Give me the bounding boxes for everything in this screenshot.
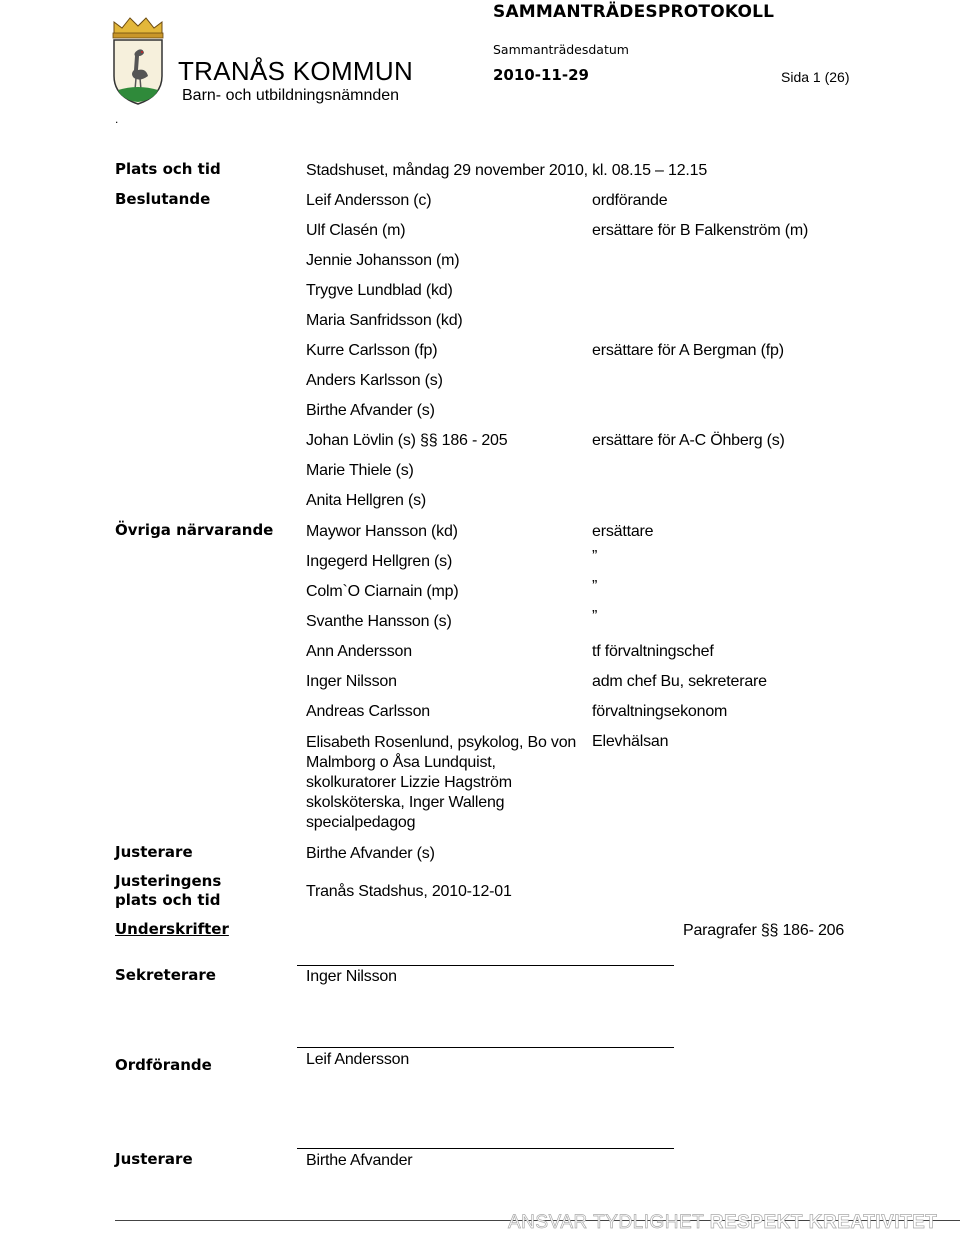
attendee-name: Ingegerd Hellgren (s)	[306, 553, 453, 570]
member-name: Ulf Clasén (m)	[306, 222, 406, 239]
paragrafer-value: Paragrafer §§ 186- 206	[683, 922, 845, 939]
member-name: Jennie Johansson (m)	[306, 252, 460, 269]
sekreterare-signature-line	[297, 965, 674, 966]
attendee-name: Svanthe Hansson (s)	[306, 613, 452, 630]
ovriga-label: Övriga närvarande	[115, 521, 274, 539]
attendee-name: Colm`O Ciarnain (mp)	[306, 583, 459, 600]
underskrifter-label: Underskrifter	[115, 920, 229, 938]
attendee-role: Elevhälsan	[592, 733, 669, 750]
member-role: ordförande	[592, 192, 668, 209]
attendee-name: Andreas Carlsson	[306, 703, 430, 720]
beslutande-label: Beslutande	[115, 190, 211, 208]
coat-of-arms-logo	[108, 16, 168, 106]
attendee-role: ”	[592, 608, 598, 625]
header-dot: .	[115, 112, 119, 126]
justerare-value: Birthe Afvander (s)	[306, 845, 435, 862]
member-name: Marie Thiele (s)	[306, 462, 414, 479]
member-name: Anders Karlsson (s)	[306, 372, 443, 389]
attendee-name: Inger Nilsson	[306, 673, 397, 690]
member-role: ersättare för A-C Öhberg (s)	[592, 432, 785, 449]
justerare-sign-label: Justerare	[115, 1150, 193, 1168]
justeringens-label-line1: Justeringens	[115, 872, 222, 890]
attendee-name: Elisabeth Rosenlund, psykolog, Bo von Malmborg o Åsa Lundquist, skolkuratorer Lizzie Hagström skolsköterska, Inger Walleng specialpedagog	[306, 734, 577, 831]
plats-label: Plats och tid	[115, 160, 221, 178]
ordforande-signature-line	[297, 1047, 674, 1048]
meeting-date: 2010-11-29	[493, 66, 589, 84]
justerare-label: Justerare	[115, 843, 193, 861]
ordforande-label: Ordförande	[115, 1056, 212, 1074]
member-name: Leif Andersson (c)	[306, 192, 432, 209]
member-role: ersättare för B Falkenström (m)	[592, 222, 809, 239]
motto-word-kreativitet: KREATIVITET	[808, 1212, 938, 1233]
member-name: Kurre Carlsson (fp)	[306, 342, 438, 359]
motto-word-ansvar: ANSVAR	[508, 1212, 588, 1233]
attendee-role: förvaltningsekonom	[592, 703, 728, 720]
member-name: Anita Hellgren (s)	[306, 492, 427, 509]
justerare-signature-line	[297, 1148, 674, 1149]
sekreterare-label: Sekreterare	[115, 966, 216, 984]
plats-value: Stadshuset, måndag 29 november 2010, kl. 08.15 – 12.15	[306, 162, 708, 179]
attendee-name: Ann Andersson	[306, 643, 412, 660]
motto-word-respekt: RESPEKT	[709, 1212, 803, 1233]
attendee-role: tf förvaltningschef	[592, 643, 714, 660]
ordforande-name: Leif Andersson	[306, 1051, 410, 1068]
attendee-role: ”	[592, 578, 598, 595]
member-name: Trygve Lundblad (kd)	[306, 282, 453, 299]
date-label: Sammanträdesdatum	[493, 42, 629, 57]
footer-motto	[508, 1212, 937, 1234]
municipality-name: TRANÅS KOMMUN	[178, 56, 414, 86]
justerare-sign-name: Birthe Afvander	[306, 1152, 413, 1169]
member-name: Birthe Afvander (s)	[306, 402, 435, 419]
attendee-role: ”	[592, 548, 598, 565]
attendee-name: Maywor Hansson (kd)	[306, 523, 458, 540]
justeringens-label-line2: plats och tid	[115, 891, 221, 909]
committee-name: Barn- och utbildningsnämnden	[182, 87, 400, 104]
attendee-role: adm chef Bu, sekreterare	[592, 673, 767, 690]
sekreterare-name: Inger Nilsson	[306, 968, 397, 985]
member-name: Maria Sanfridsson (kd)	[306, 312, 463, 329]
member-name: Johan Lövlin (s) §§ 186 - 205	[306, 432, 508, 449]
motto-word-tydlighet: TYDLIGHET	[593, 1212, 704, 1233]
attendee-role: ersättare	[592, 523, 654, 540]
document-title: SAMMANTRÄDESPROTOKOLL	[493, 2, 775, 22]
page-number: Sida 1 (26)	[781, 69, 850, 85]
member-role: ersättare för A Bergman (fp)	[592, 342, 784, 359]
justeringens-value: Tranås Stadshus, 2010-12-01	[306, 883, 512, 900]
